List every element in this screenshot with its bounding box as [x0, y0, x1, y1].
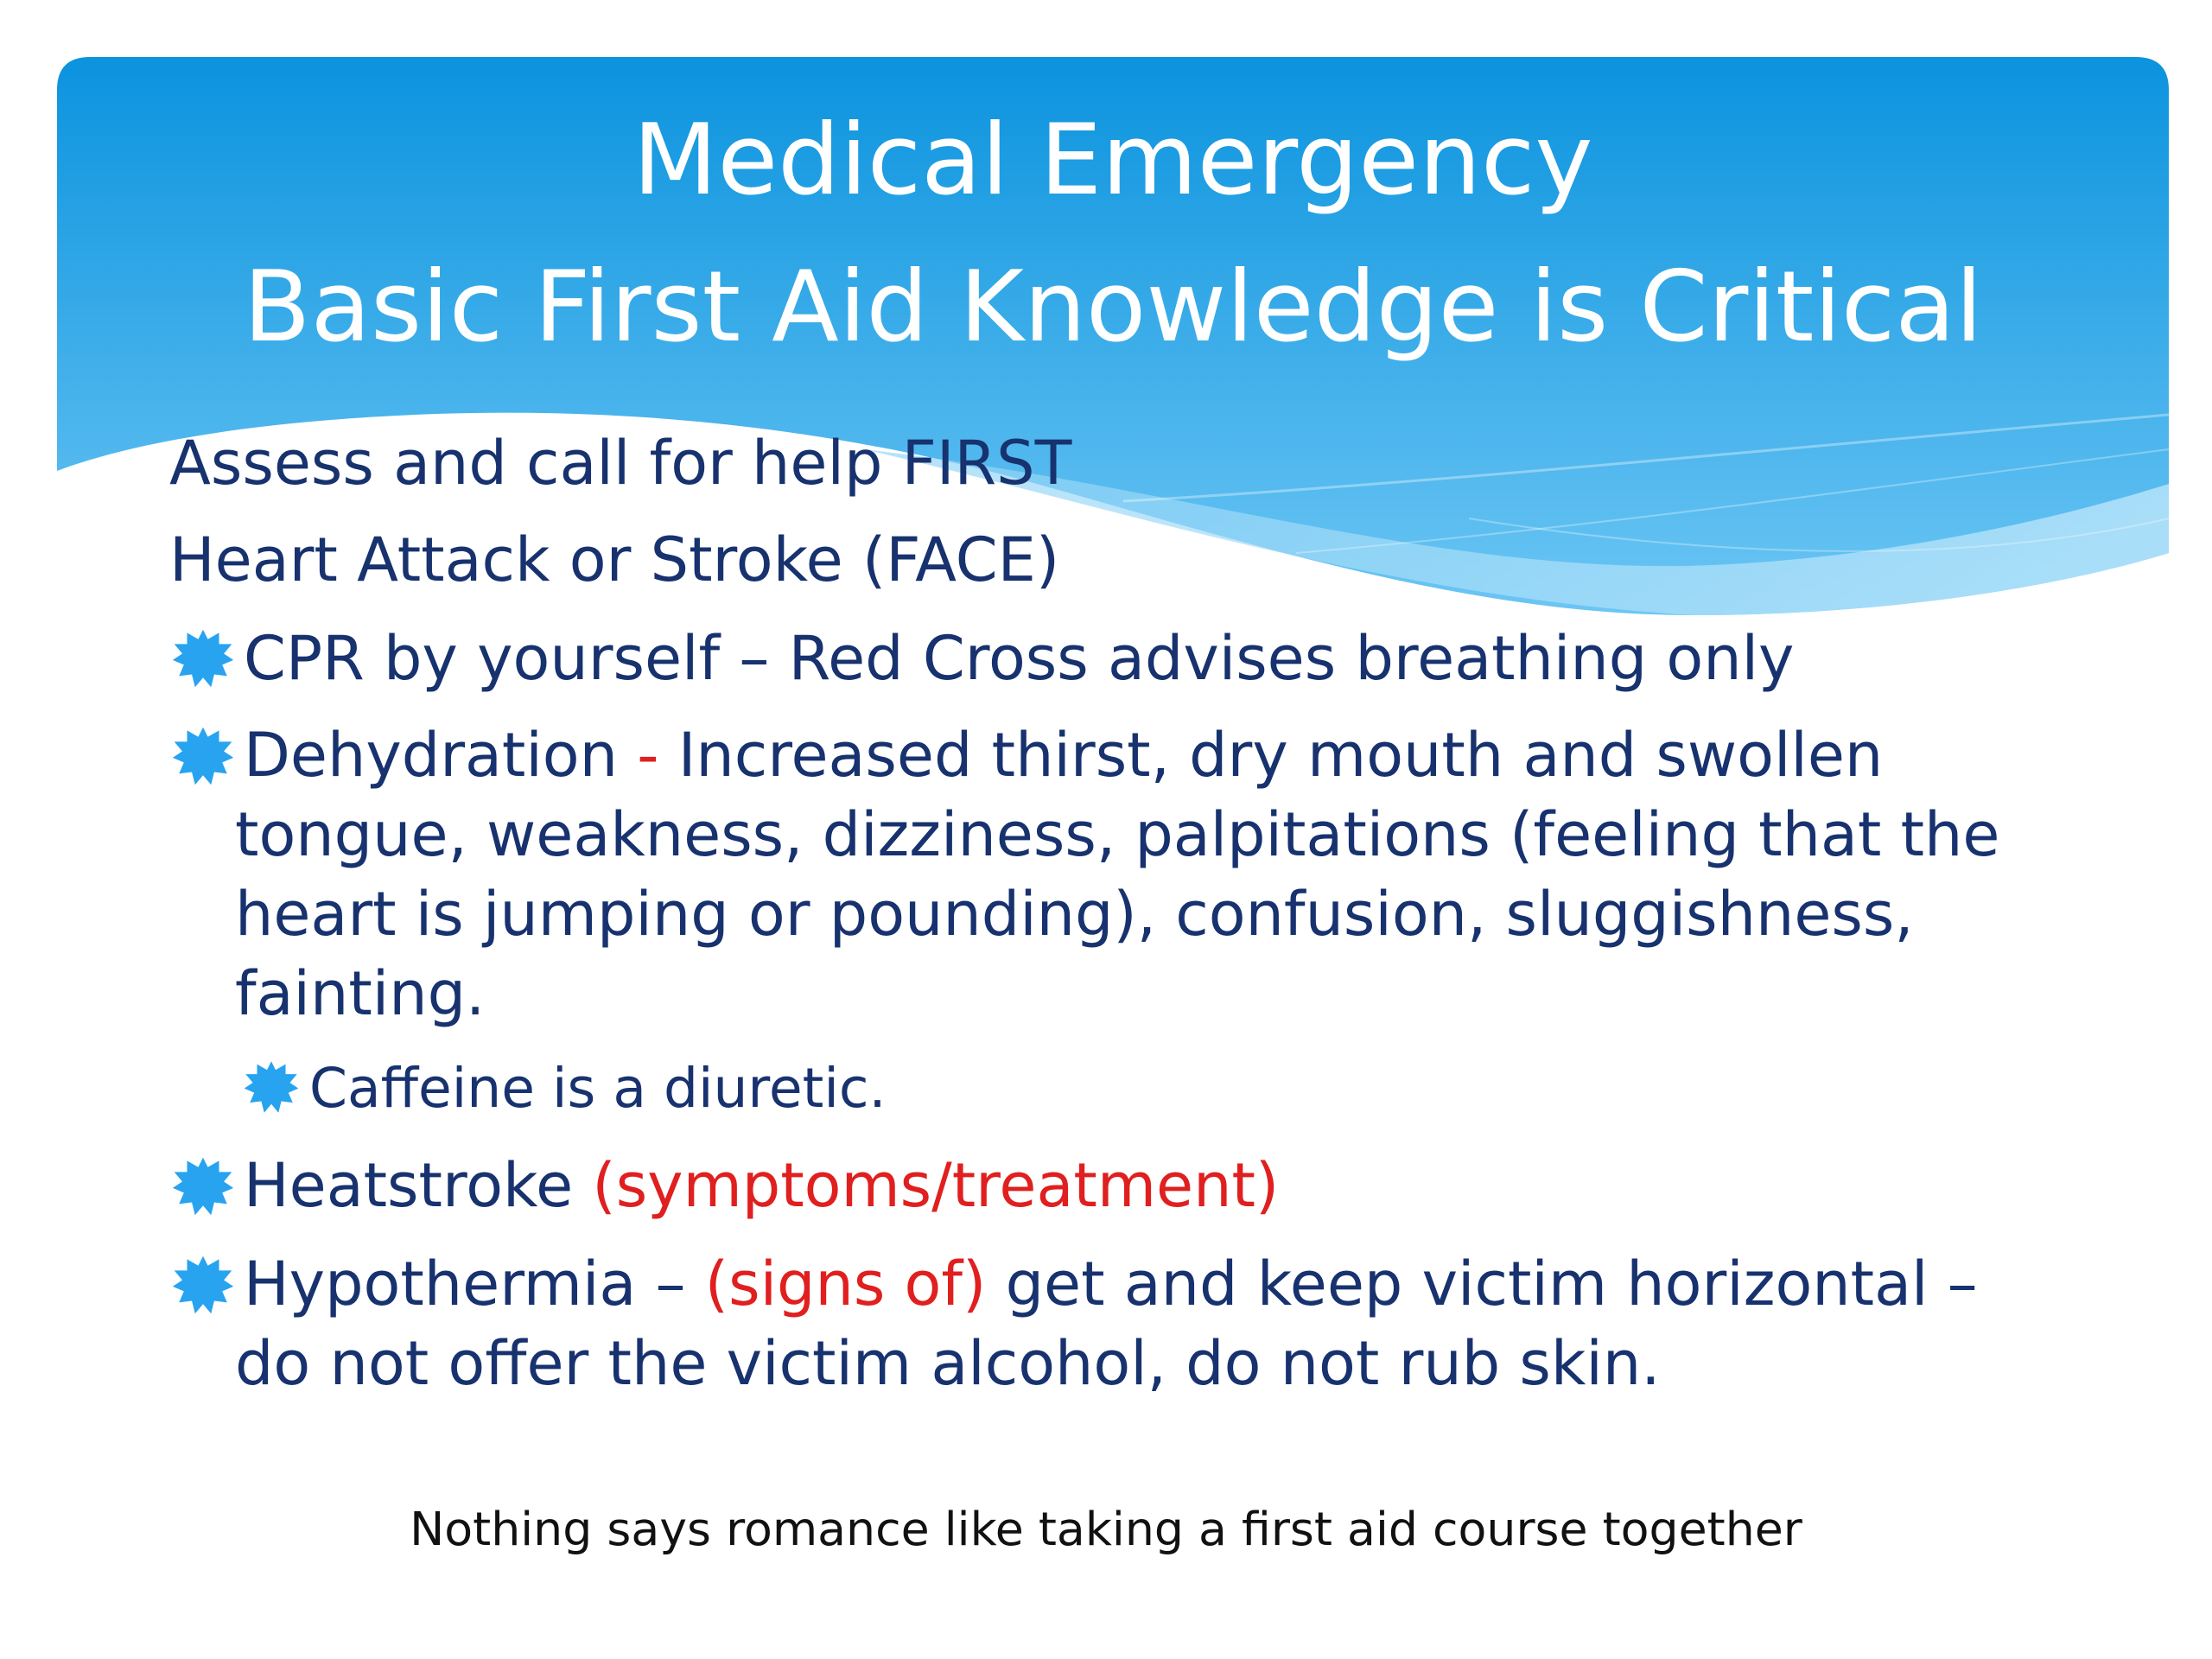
hypothermia-rest: get and keep victim horizontal –: [986, 1249, 1978, 1319]
list-item-heart-attack: Heart Attack or Stroke (FACE): [169, 524, 1060, 595]
slide-title-line2: Basic First Aid Knowledge is Critical: [243, 250, 1983, 364]
list-item-hypothermia: [244, 1244, 1978, 1324]
starburst-bullet-icon: [171, 1253, 235, 1317]
list-item-caffeine: Caffeine is a diuretic.: [309, 1057, 887, 1120]
hypothermia-line2: do not offer the victim alcohol, do not rub skin.: [235, 1328, 1661, 1399]
list-item-assess: Assess and call for help FIRST: [169, 428, 1072, 499]
dehydration-dash: -: [617, 720, 678, 791]
hypothermia-label: Hypothermia –: [244, 1249, 705, 1319]
dehydration-line3: heart is jumping or pounding), confusion, sluggishness,: [235, 879, 1914, 950]
heatstroke-link[interactable]: (symptoms/treatment): [592, 1150, 1280, 1221]
heatstroke-label: Heatstroke: [244, 1150, 593, 1221]
dehydration-line4: fainting.: [235, 958, 486, 1029]
dehydration-line2: tongue, weakness, dizziness, palpitations (feeling that the: [235, 799, 2000, 870]
list-item-cpr: CPR by yourself – Red Cross advises breathing only: [244, 623, 1795, 694]
list-item-dehydration: [244, 715, 1883, 795]
starburst-bullet-icon: [171, 724, 235, 788]
starburst-bullet-icon: [171, 626, 235, 690]
footer-note: Nothing says romance like taking a first aid course together: [410, 1502, 1802, 1556]
hypothermia-link[interactable]: (signs of): [704, 1249, 987, 1319]
list-item-heatstroke: [244, 1146, 1279, 1225]
starburst-bullet-icon: [171, 1154, 235, 1218]
dehydration-label: Dehydration: [244, 720, 618, 791]
dehydration-line1: Increased thirst, dry mouth and swollen: [677, 720, 1884, 791]
starburst-bullet-icon: [243, 1058, 300, 1116]
slide-title-line1: Medical Emergency: [632, 103, 1593, 217]
